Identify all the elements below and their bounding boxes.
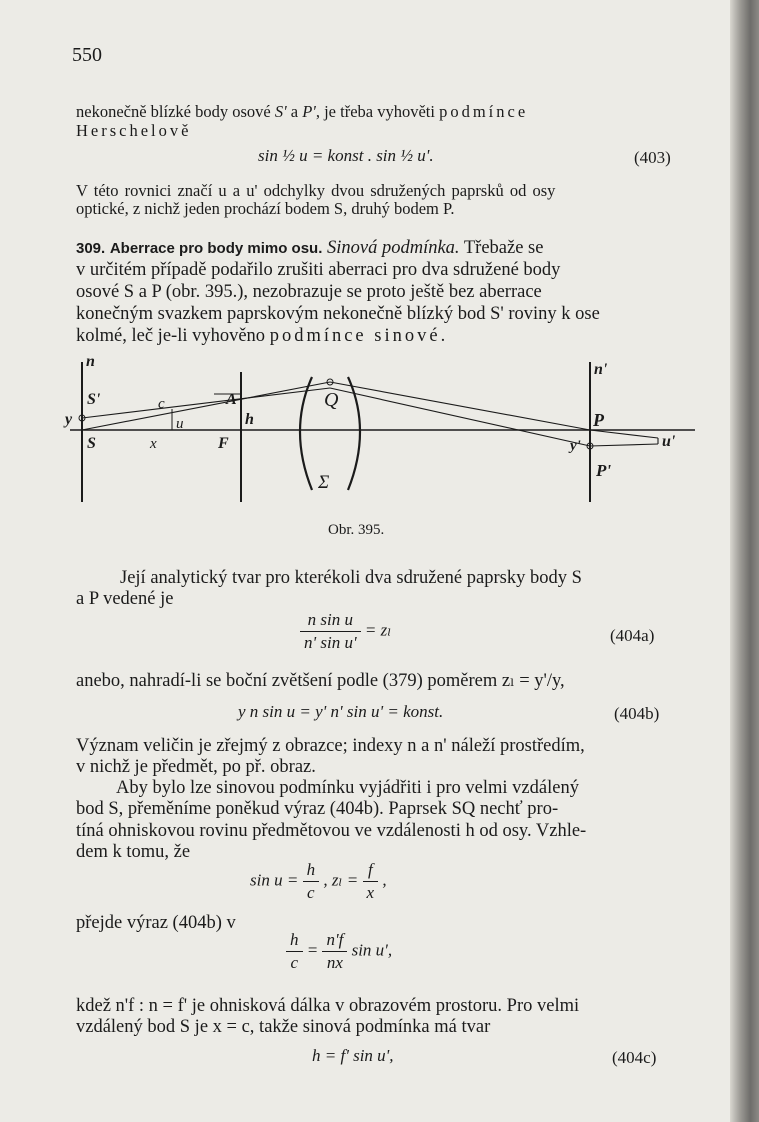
eq-h-fraction-2 xyxy=(322,930,347,973)
equation-404b: y n sin u = y' n' sin u' = konst. xyxy=(238,702,444,721)
analytic-line-2: a P vedené je xyxy=(76,589,174,609)
eq-sin-fraction-2 xyxy=(363,860,379,903)
ray-from-s xyxy=(82,382,330,430)
equation-403: sin ½ u = konst . sin ½ u'. xyxy=(258,146,434,165)
eq-h-num-2: n'f xyxy=(322,930,347,952)
label-u: u xyxy=(176,416,184,432)
kdez-line-2: vzdálený bod S je x = c, takže sinová podmínka má tvar xyxy=(76,1017,491,1037)
label-y: y xyxy=(65,411,73,428)
eq-sin-num-1: h xyxy=(303,860,320,882)
symbol-p-prime: P' xyxy=(302,102,316,121)
anebo-line: anebo, nahradí-li se boční zvětšení podle (379) poměrem zₗ = y'/y, xyxy=(76,671,565,691)
eq-h-num-1: h xyxy=(286,930,303,952)
label-n-prime: n' xyxy=(594,361,608,378)
eq-sin-lhs: sin u = xyxy=(250,870,299,890)
explain-line-2: optické, z nichž jeden prochází bodem S, druhý bodem P. xyxy=(76,199,455,218)
prejde-line: přejde výraz (404b) v xyxy=(76,913,236,933)
lens-left-surface xyxy=(300,377,312,490)
eq404a-numerator: n sin u xyxy=(300,610,361,632)
ray-to-p-prime xyxy=(330,388,590,446)
equation-404c: h = f' sin u', xyxy=(312,1046,394,1065)
eq404a-fraction xyxy=(300,610,361,653)
eq-sin-mid: , zₗ = xyxy=(323,870,359,890)
section-number: 309. xyxy=(76,240,106,257)
label-n: n xyxy=(86,353,95,370)
section-line-5-b: podmínce sinové. xyxy=(269,326,449,346)
label-u-prime: u' xyxy=(662,433,676,450)
section-309-line-2: v určitém případě podařilo zrušiti aberraci pro dva sdružené body xyxy=(76,260,561,280)
section-heading: Aberrace pro body mimo osu. xyxy=(109,240,323,257)
eq-sin-den-1: c xyxy=(307,883,315,902)
figure-395 xyxy=(60,352,700,522)
equation-sin-u xyxy=(250,860,387,903)
label-p-prime: P' xyxy=(596,461,612,480)
equation-404c-label: (404c) xyxy=(612,1048,657,1067)
eq-sin-end: , xyxy=(382,870,387,890)
label-p: P xyxy=(593,410,604,430)
equation-h-over-c xyxy=(286,930,392,973)
label-q: Q xyxy=(324,389,339,411)
distant-line-2: bod S, přeměníme poněkud výraz (404b). Paprsek SQ nechť pro- xyxy=(76,799,559,819)
label-a: A xyxy=(226,391,237,408)
analytic-line-1: Její analytický tvar pro kterékoli dva sdružené paprsky body S xyxy=(120,568,582,588)
label-s-prime: S' xyxy=(87,391,101,408)
intro-herschel: Herschelově xyxy=(76,121,192,140)
eq-sin-fraction-1 xyxy=(303,860,320,903)
book-spine-shadow xyxy=(730,0,759,1122)
intro-text-a: nekonečně blízké body osové xyxy=(76,102,271,121)
equation-403-label: (403) xyxy=(634,148,671,167)
eq-h-den-2: nx xyxy=(326,953,343,972)
figure-caption: Obr. 395. xyxy=(328,522,385,538)
section-line-5-a: kolmé, leč je-li vyhověno xyxy=(76,326,266,346)
intro-podminka: podmínce xyxy=(439,102,529,121)
symbol-s-prime: S' xyxy=(274,102,287,121)
page-number: 550 xyxy=(72,44,102,66)
label-h: h xyxy=(245,411,254,428)
equation-404a xyxy=(300,610,391,653)
ray-to-p xyxy=(330,382,590,430)
distant-line-3: tíná ohniskovou rovinu předmětovou ve vzdálenosti h od osy. Vzhle- xyxy=(76,821,587,841)
section-line-1-end: Třebaže se xyxy=(463,238,544,258)
equation-404a-label: (404a) xyxy=(610,626,655,645)
label-sigma: Σ xyxy=(318,472,330,493)
distant-line-4: dem k tomu, že xyxy=(76,842,191,862)
equation-404b-label: (404b) xyxy=(614,704,660,723)
section-309-line-1 xyxy=(76,237,543,260)
section-309-line-5 xyxy=(76,325,448,347)
label-x: x xyxy=(150,436,157,452)
intro-text-b: , je třeba vyhověti xyxy=(315,102,435,121)
eq404a-denominator: n' sin u' xyxy=(304,633,357,652)
eq-h-end: sin u', xyxy=(351,940,393,960)
distant-line-1: Aby bylo lze sinovou podmínku vyjádřiti i pro velmi vzdálený xyxy=(116,778,579,798)
section-subheading: Sinová podmínka. xyxy=(327,238,460,258)
eq-sin-den-2: x xyxy=(366,883,375,902)
label-y-prime: y' xyxy=(570,438,581,454)
eq-h-equals: = xyxy=(306,940,319,960)
label-s: S xyxy=(87,435,96,452)
ray-beyond-p-prime xyxy=(590,444,658,446)
meaning-line-1: Význam veličin je zřejmý z obrazce; indexy n a n' náleží prostředím, xyxy=(76,736,585,756)
section-309-line-4: konečným svazkem paprskovým nekonečně blízký bod S' roviny k ose xyxy=(76,304,600,324)
eq-sin-num-2: f xyxy=(363,860,379,882)
intro-line-1 xyxy=(76,102,528,121)
section-309-line-3: osové S a P (obr. 395.), nezobrazuje se proto ještě bez aberrace xyxy=(76,282,542,302)
explain-line-1: V této rovnici značí u a u' odchylky dvou sdružených paprsků od osy xyxy=(76,181,556,200)
eq-h-den-1: c xyxy=(290,953,299,972)
ray-from-s-prime xyxy=(82,388,330,418)
ray-beyond-p xyxy=(590,430,658,438)
intro-and: a xyxy=(290,102,299,121)
label-c: c xyxy=(158,396,165,412)
kdez-line-1: kdež n'f : n = f' je ohnisková dálka v obrazovém prostoru. Pro velmi xyxy=(76,996,580,1016)
label-f: F xyxy=(218,435,229,452)
eq-h-fraction-1 xyxy=(286,930,303,973)
eq404a-rhs: = zₗ xyxy=(364,620,392,640)
meaning-line-2: v nichž je předmět, po př. obraz. xyxy=(76,757,316,777)
